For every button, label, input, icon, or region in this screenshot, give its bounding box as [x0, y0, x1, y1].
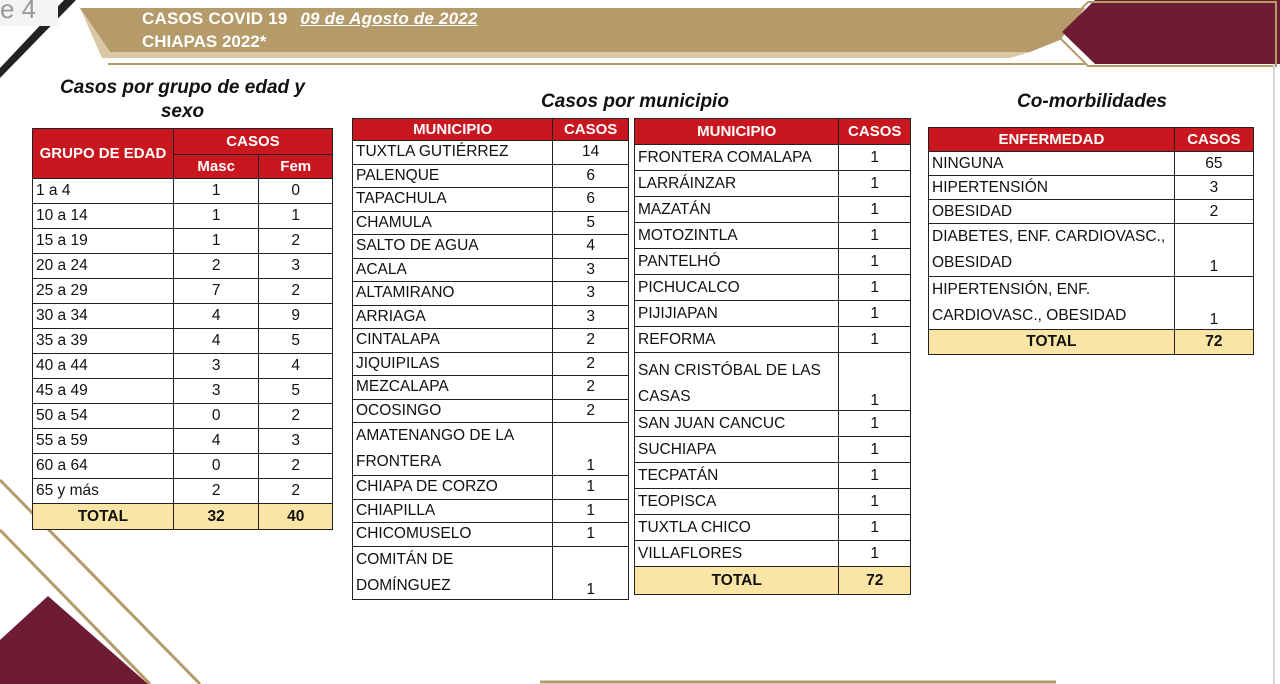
- muni-left-cases-cell: 3: [553, 282, 629, 306]
- comorb-row: [929, 200, 1254, 224]
- muni-right-cases-cell: 1: [839, 411, 911, 437]
- muni-right-cases-cell: 1: [839, 249, 911, 275]
- muni-left-name-cell: ACALA: [353, 258, 553, 282]
- muni-right-cases-cell: 1: [839, 515, 911, 541]
- muni-right-name-cell: TECPATÁN: [635, 463, 839, 489]
- muni-left-name-cell: CHIAPA DE CORZO: [353, 476, 553, 500]
- muni-right-name-cell: TEOPISCA: [635, 489, 839, 515]
- muni-left-row: [353, 399, 629, 423]
- muni-left-row: [353, 305, 629, 329]
- age-fem-cell: 4: [259, 354, 333, 379]
- muni-left-name-cell: CINTALAPA: [353, 329, 553, 353]
- muni-left-row: [353, 141, 629, 165]
- age-fem-cell: 5: [259, 329, 333, 354]
- muni-left-name-line2: DOMÍNGUEZ: [356, 576, 451, 594]
- muni-left-row: [353, 376, 629, 400]
- muni-right-name-cell: SAN JUAN CANCUC: [635, 411, 839, 437]
- age-group-cell: 45 a 49: [33, 379, 174, 404]
- age-fem-cell: 1: [259, 204, 333, 229]
- age-masc-cell: 4: [173, 429, 259, 454]
- age-row: [33, 479, 333, 504]
- muni-right-name-line1: SAN CRISTÓBAL DE LAS: [638, 362, 821, 379]
- age-fem-cell: 5: [259, 379, 333, 404]
- age-row: [33, 354, 333, 379]
- muni-left-cases-cell: 2: [553, 352, 629, 376]
- muni-left-row: [353, 499, 629, 523]
- muni-right-row: [635, 515, 911, 541]
- age-masc-cell: 3: [173, 379, 259, 404]
- muni-table-left: [352, 118, 629, 600]
- muni-right-cases-cell: 1: [839, 171, 911, 197]
- age-masc-cell: 0: [173, 404, 259, 429]
- age-group-cell: 55 a 59: [33, 429, 174, 454]
- muni-left-body: [353, 141, 629, 600]
- muni-left-row: [353, 546, 629, 599]
- muni-left-cases-cell: 6: [553, 188, 629, 212]
- muni-right-row: [635, 411, 911, 437]
- muni-right-row: [635, 327, 911, 353]
- age-row: [33, 454, 333, 479]
- comorb-cases-cell: 2: [1174, 200, 1253, 224]
- muni-left-row: [353, 258, 629, 282]
- age-fem-cell: 2: [259, 279, 333, 304]
- header-title-text: CASOS COVID 19: [142, 9, 288, 28]
- muni-right-row: [635, 463, 911, 489]
- muni-left-name-line1: AMATENANGO DE LA: [356, 427, 515, 444]
- muni-left-row: [353, 211, 629, 235]
- muni-left-name-cell: OCOSINGO: [353, 399, 553, 423]
- comorb-name-cell: HIPERTENSIÓN: [929, 176, 1175, 200]
- age-fem-cell: 3: [259, 254, 333, 279]
- muni-left-cases-cell: 2: [553, 399, 629, 423]
- muni-right-row: [635, 275, 911, 301]
- age-row: [33, 204, 333, 229]
- comorb-name-line1: DIABETES, ENF. CARDIOVASC.,: [932, 228, 1166, 245]
- muni-left-name-line2: FRONTERA: [356, 453, 442, 470]
- muni-left-name-cell: TAPACHULA: [353, 188, 553, 212]
- corner-tag: e 4: [0, 0, 37, 24]
- muni-left-row: [353, 282, 629, 306]
- age-fem-cell: 2: [259, 454, 333, 479]
- age-row: [33, 304, 333, 329]
- age-masc-cell: 1: [173, 179, 259, 204]
- age-row: [33, 229, 333, 254]
- age-row: [33, 404, 333, 429]
- muni-right-body: [635, 145, 911, 567]
- comorb-row: [929, 277, 1254, 330]
- comorb-body: [929, 152, 1254, 330]
- muni-left-cases-cell: 1: [553, 499, 629, 523]
- age-row: [33, 179, 333, 204]
- muni-left-name-cell: JIQUIPILAS: [353, 352, 553, 376]
- age-table-body: [33, 179, 333, 504]
- muni-right-col-cases: CASOS: [839, 119, 911, 145]
- age-title-line2: sexo: [160, 101, 205, 122]
- age-masc-cell: 3: [173, 354, 259, 379]
- age-col-fem: Fem: [259, 155, 333, 179]
- age-total-label: TOTAL: [33, 504, 174, 530]
- muni-right-name-cell: SUCHIAPA: [635, 437, 839, 463]
- age-masc-cell: 1: [173, 204, 259, 229]
- muni-right-row: [635, 249, 911, 275]
- age-fem-cell: 3: [259, 429, 333, 454]
- muni-right-name-cell: REFORMA: [635, 327, 839, 353]
- age-row: [33, 429, 333, 454]
- muni-left-row: [353, 523, 629, 547]
- muni-left-cases-cell: 1: [553, 476, 629, 500]
- muni-right-cases-cell: 1: [839, 197, 911, 223]
- muni-right-name-line2: CASAS: [638, 388, 691, 405]
- muni-right-name-cell: MOTOZINTLA: [635, 223, 839, 249]
- comorb-col-disease: ENFERMEDAD: [929, 128, 1175, 152]
- muni-left-cases-cell: 2: [553, 376, 629, 400]
- muni-left-name-cell: [353, 423, 553, 476]
- muni-right-name-cell: PANTELHÓ: [635, 249, 839, 275]
- muni-left-row: [353, 423, 629, 476]
- comorb-name-cell: [929, 277, 1175, 330]
- age-masc-cell: 4: [173, 304, 259, 329]
- age-total-masc: 32: [173, 504, 259, 530]
- comorb-cases-cell: 3: [1174, 176, 1253, 200]
- comorb-name-cell: OBESIDAD: [929, 200, 1175, 224]
- age-group-cell: 50 a 54: [33, 404, 174, 429]
- muni-right-name-cell: [635, 353, 839, 411]
- muni-right-row: [635, 301, 911, 327]
- muni-right-name-cell: PIJIJIAPAN: [635, 301, 839, 327]
- muni-left-row: [353, 235, 629, 259]
- muni-left-name-cell: MEZCALAPA: [353, 376, 553, 400]
- comorb-row: [929, 224, 1254, 277]
- age-table: [32, 128, 333, 530]
- age-fem-cell: 2: [259, 229, 333, 254]
- age-group-cell: 1 a 4: [33, 179, 174, 204]
- muni-right-name-cell: MAZATÁN: [635, 197, 839, 223]
- comorb-name-line1: HIPERTENSIÓN, ENF.: [932, 281, 1091, 298]
- muni-left-cases-cell: 3: [553, 258, 629, 282]
- muni-right-name-cell: FRONTERA COMALAPA: [635, 145, 839, 171]
- age-group-cell: 65 y más: [33, 479, 174, 504]
- muni-left-row: [353, 352, 629, 376]
- comorb-row: [929, 176, 1254, 200]
- age-total-fem: 40: [259, 504, 333, 530]
- header-title: [142, 8, 478, 30]
- comorb-name-cell: [929, 224, 1175, 277]
- age-group-cell: 10 a 14: [33, 204, 174, 229]
- muni-right-row: [635, 489, 911, 515]
- muni-right-cases-cell: 1: [839, 437, 911, 463]
- muni-left-cases-cell: 14: [553, 141, 629, 165]
- comorb-col-cases: CASOS: [1174, 128, 1253, 152]
- muni-right-row: [635, 223, 911, 249]
- comorb-section-title: Co-morbilidades: [1017, 91, 1167, 112]
- age-group-cell: 35 a 39: [33, 329, 174, 354]
- age-row: [33, 379, 333, 404]
- muni-right-name-cell: PICHUCALCO: [635, 275, 839, 301]
- muni-right-row: [635, 353, 911, 411]
- age-row: [33, 254, 333, 279]
- comorb-name-cell: NINGUNA: [929, 152, 1175, 176]
- age-fem-cell: 9: [259, 304, 333, 329]
- muni-left-name-cell: PALENQUE: [353, 164, 553, 188]
- age-masc-cell: 0: [173, 454, 259, 479]
- muni-left-name-cell: [353, 546, 553, 599]
- age-row: [33, 279, 333, 304]
- muni-left-name-cell: ALTAMIRANO: [353, 282, 553, 306]
- muni-table-right: [634, 118, 911, 595]
- age-fem-cell: 0: [259, 179, 333, 204]
- age-group-cell: 20 a 24: [33, 254, 174, 279]
- muni-right-row: [635, 145, 911, 171]
- muni-right-cases-cell: 1: [839, 489, 911, 515]
- muni-left-cases-cell: 5: [553, 211, 629, 235]
- muni-left-row: [353, 329, 629, 353]
- muni-right-col-muni: MUNICIPIO: [635, 119, 839, 145]
- age-title-line1: Casos por grupo de edad y: [60, 77, 305, 98]
- comorb-name-line2: CARDIOVASC., OBESIDAD: [932, 307, 1127, 324]
- age-masc-cell: 1: [173, 229, 259, 254]
- age-group-cell: 15 a 19: [33, 229, 174, 254]
- muni-left-row: [353, 188, 629, 212]
- age-col-cases: CASOS: [173, 129, 332, 155]
- muni-left-cases-cell: 6: [553, 164, 629, 188]
- age-masc-cell: 2: [173, 254, 259, 279]
- muni-left-row: [353, 476, 629, 500]
- muni-left-cases-cell: 3: [553, 305, 629, 329]
- muni-right-cases-cell: 1: [839, 327, 911, 353]
- muni-right-row: [635, 171, 911, 197]
- comorb-total-label: TOTAL: [929, 330, 1175, 355]
- comorb-cases-cell: 1: [1174, 224, 1253, 277]
- age-group-cell: 60 a 64: [33, 454, 174, 479]
- muni-right-name-cell: VILLAFLORES: [635, 541, 839, 567]
- comorb-total-row: [929, 330, 1254, 355]
- comorb-cases-cell: 1: [1174, 277, 1253, 330]
- age-group-cell: 40 a 44: [33, 354, 174, 379]
- muni-right-cases-cell: 1: [839, 463, 911, 489]
- muni-left-name-cell: ARRIAGA: [353, 305, 553, 329]
- muni-right-cases-cell: 1: [839, 353, 911, 411]
- muni-right-row: [635, 541, 911, 567]
- header-date: 09 de Agosto de 2022: [300, 9, 478, 28]
- muni-left-cases-cell: 2: [553, 329, 629, 353]
- muni-left-name-line1: COMITÁN DE: [356, 550, 454, 568]
- muni-right-cases-cell: 1: [839, 223, 911, 249]
- muni-left-name-cell: TUXTLA GUTIÉRREZ: [353, 141, 553, 165]
- muni-right-row: [635, 197, 911, 223]
- muni-left-name-cell: CHICOMUSELO: [353, 523, 553, 547]
- muni-left-name-cell: SALTO DE AGUA: [353, 235, 553, 259]
- muni-left-cases-cell: 4: [553, 235, 629, 259]
- header-subtitle: CHIAPAS 2022*: [142, 32, 267, 51]
- age-row: [33, 329, 333, 354]
- comorb-cases-cell: 65: [1174, 152, 1253, 176]
- age-total-row: [33, 504, 333, 530]
- muni-right-name-cell: TUXTLA CHICO: [635, 515, 839, 541]
- muni-left-row: [353, 164, 629, 188]
- age-masc-cell: 4: [173, 329, 259, 354]
- muni-total-label: TOTAL: [635, 567, 839, 595]
- age-masc-cell: 7: [173, 279, 259, 304]
- age-col-masc: Masc: [173, 155, 259, 179]
- muni-right-row: [635, 437, 911, 463]
- muni-left-name-cell: CHAMULA: [353, 211, 553, 235]
- age-fem-cell: 2: [259, 404, 333, 429]
- age-group-cell: 30 a 34: [33, 304, 174, 329]
- muni-section-title: Casos por municipio: [541, 91, 729, 112]
- muni-total-row: [635, 567, 911, 595]
- top-right-maroon: [1062, 0, 1280, 64]
- muni-right-cases-cell: 1: [839, 301, 911, 327]
- muni-left-col-cases: CASOS: [553, 119, 629, 141]
- age-section-title: [30, 76, 335, 124]
- muni-left-name-cell: CHIAPILLA: [353, 499, 553, 523]
- age-masc-cell: 2: [173, 479, 259, 504]
- comorb-name-line2: OBESIDAD: [932, 254, 1013, 271]
- muni-left-cases-cell: 1: [553, 423, 629, 476]
- muni-right-cases-cell: 1: [839, 145, 911, 171]
- muni-total-value: 72: [839, 567, 911, 595]
- muni-left-col-muni: MUNICIPIO: [353, 119, 553, 141]
- muni-right-cases-cell: 1: [839, 541, 911, 567]
- muni-left-cases-cell: 1: [553, 546, 629, 599]
- age-fem-cell: 2: [259, 479, 333, 504]
- comorb-table: [928, 127, 1254, 355]
- age-group-cell: 25 a 29: [33, 279, 174, 304]
- muni-right-cases-cell: 1: [839, 275, 911, 301]
- muni-left-cases-cell: 1: [553, 523, 629, 547]
- age-col-group: GRUPO DE EDAD: [33, 129, 174, 179]
- comorb-total-value: 72: [1174, 330, 1253, 355]
- muni-right-name-cell: LARRÁINZAR: [635, 171, 839, 197]
- comorb-row: [929, 152, 1254, 176]
